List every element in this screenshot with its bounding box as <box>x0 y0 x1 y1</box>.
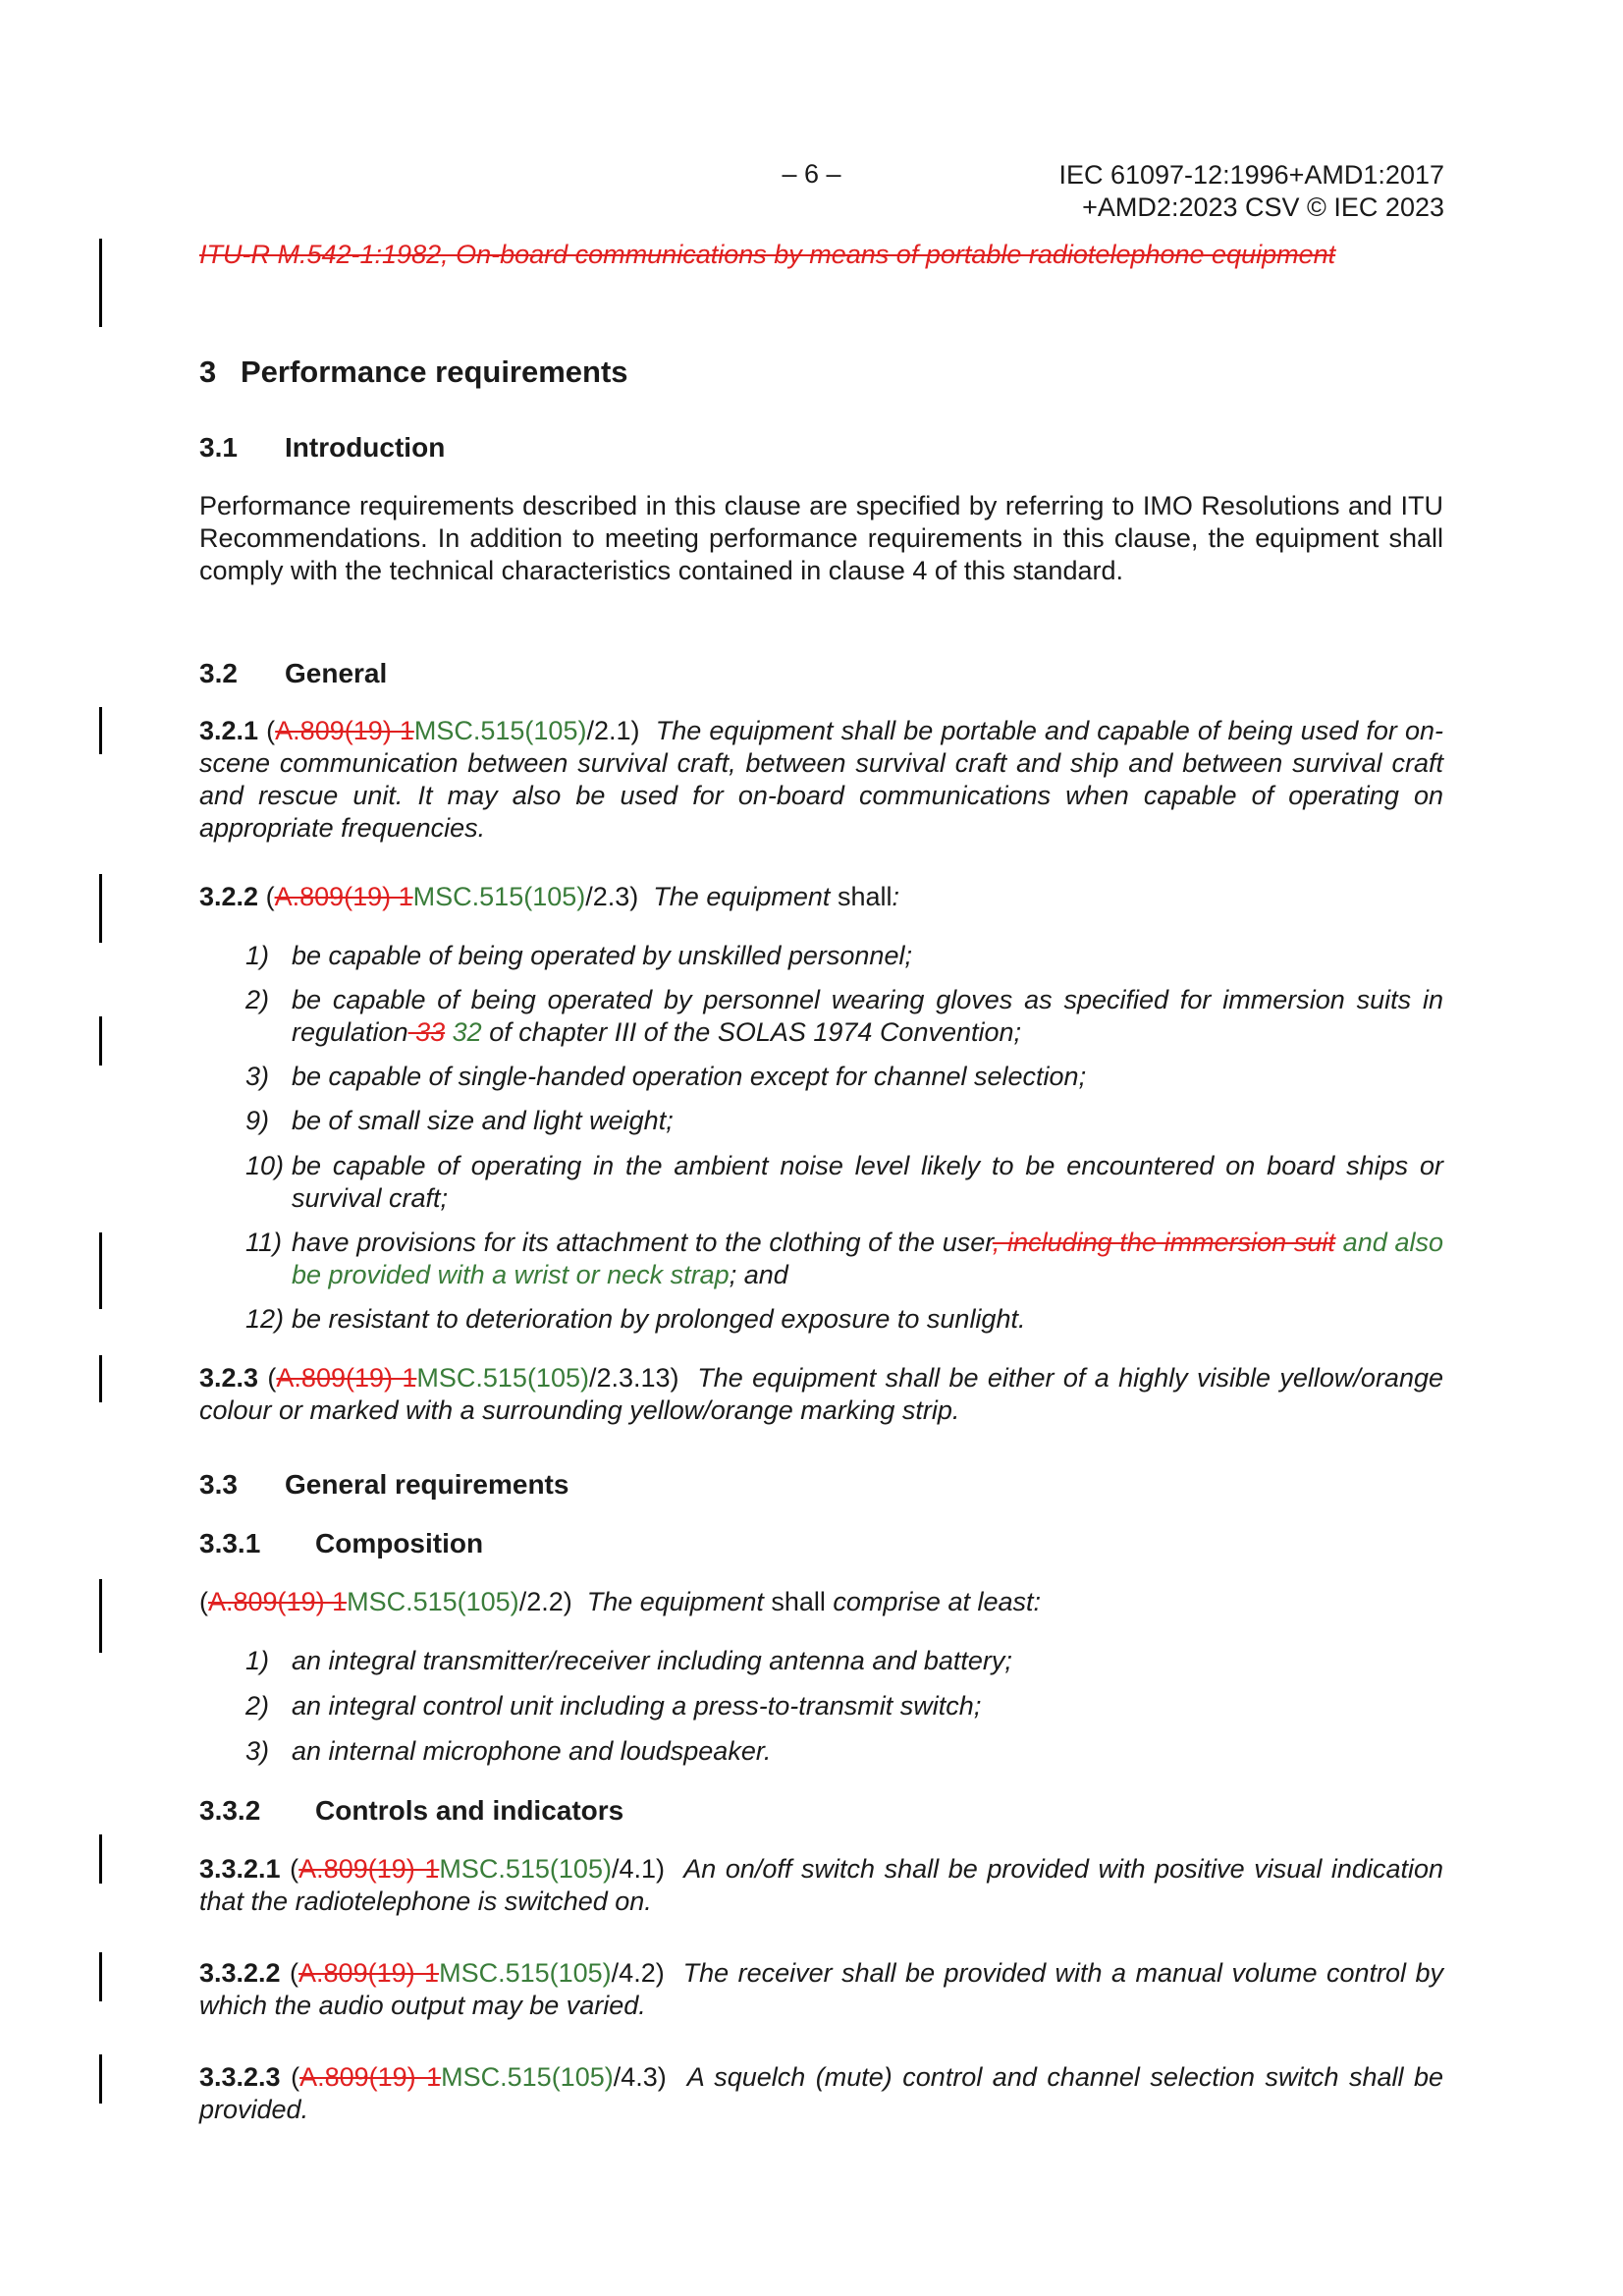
deleted-text: , including the immersion suit <box>992 1228 1335 1257</box>
list-item <box>245 1303 1443 1336</box>
change-bar <box>99 1232 102 1309</box>
clause-3-3-2-2: 3.3.2.2 (A.809(19) 1MSC.515(105)/4.2) The receiver shall be provided with a manual volume control by which the audio output may be varied. <box>199 1958 1443 2020</box>
clause-number: 3.3.2.1 <box>199 1854 281 1884</box>
section-number: 3.2 <box>199 658 238 688</box>
reference-suffix: /2.3) <box>585 882 639 911</box>
list-item-text: be capable of being operated by personnel wearing gloves as specified for immersion suits in regulation <box>292 985 1443 1047</box>
list-item-text: be of small size and light weight; <box>292 1106 674 1135</box>
change-bar <box>99 1016 102 1066</box>
list-item-text: have provisions for its attachment to the clothing of the user <box>292 1228 993 1257</box>
list-item-number: 2) <box>245 985 270 1014</box>
list-item <box>245 1061 1443 1093</box>
page-number: – 6 – <box>782 159 841 189</box>
clause-text-end: comprise at least: <box>833 1587 1042 1616</box>
inserted-reference: MSC.515(105) <box>439 1854 612 1884</box>
change-bar <box>99 239 102 327</box>
list-item-number: 3) <box>245 1736 270 1766</box>
inserted-reference: MSC.515(105) <box>441 2062 614 2092</box>
clause-3-3-2-1: 3.3.2.1 (A.809(19) 1MSC.515(105)/4.1) An on/off switch shall be provided with positive visual indication that the radiotelephone is switched on. <box>199 1854 1443 1916</box>
list-item-number: 12) <box>245 1304 285 1334</box>
section-heading-3-1 <box>199 431 1443 464</box>
deleted-reference: A.809(19) 1 <box>299 2062 442 2092</box>
list-item-number: 10) <box>245 1151 285 1180</box>
clause-text: The equipment shall be either of a highly visible yellow/orange colour or marked with a surrounding yellow/orange marking strip. <box>199 1363 1443 1425</box>
list-item-text: an integral control unit including a press-to-transmit switch; <box>292 1691 982 1721</box>
change-bar <box>99 1579 102 1653</box>
document-id <box>1058 159 1444 224</box>
clause-text-shall: shall <box>837 882 893 911</box>
clause-text-shall: shall <box>771 1587 826 1616</box>
document-id-line1: IEC 61097-12:1996+AMD1:2017 <box>1058 160 1444 190</box>
section-title: Controls and indicators <box>315 1795 624 1826</box>
section-number: 3.3.2 <box>199 1795 261 1826</box>
list-item-number: 1) <box>245 941 270 970</box>
list-item <box>245 1150 1443 1215</box>
clause-number: 3.2.3 <box>199 1363 259 1393</box>
inserted-reference: MSC.515(105) <box>416 1363 589 1393</box>
section-title: General <box>285 658 388 688</box>
reference-suffix: /4.3) <box>613 2062 667 2092</box>
list-item-text: be resistant to deterioration by prolonged exposure to sunlight. <box>292 1304 1026 1334</box>
list-item-text: be capable of operating in the ambient noise level likely to be encountered on board ships or survival craft; <box>292 1151 1443 1213</box>
list-item-number: 2) <box>245 1691 270 1721</box>
list-item-text: an integral transmitter/receiver including antenna and battery; <box>292 1646 1012 1675</box>
clause-text: The equipment <box>653 882 831 911</box>
clause-3-2-1: 3.2.1 (A.809(19) 1MSC.515(105)/2.1) The equipment shall be portable and capable of being used for on-scene communication between survival craft, between survival craft and ship and between survival craft and rescue unit. It may also be used for on-board communications when capable of operating on appropriate frequencies. <box>199 716 1443 843</box>
clause-text: An on/off switch shall be provided with positive visual indication that the radiotelephone is switched on. <box>199 1854 1443 1916</box>
inserted-reference: MSC.515(105) <box>412 882 586 911</box>
document-id-line2: +AMD2:2023 CSV © IEC 2023 <box>1082 192 1444 222</box>
clause-text: The receiver shall be provided with a manual volume control by which the audio output may be varied. <box>199 1958 1443 2020</box>
deleted-normative-reference: ITU-R M.542-1:1982, On-board communications by means of portable radiotelephone equipment <box>199 240 1336 269</box>
change-bar <box>99 1355 102 1402</box>
deleted-reference: A.809(19) 1 <box>275 716 414 745</box>
list-item <box>245 1105 1443 1137</box>
clause-3-2-2: 3.2.2 (A.809(19) 1MSC.515(105)/2.3) The equipment shall: <box>199 882 899 911</box>
section-number: 3.3.1 <box>199 1528 261 1558</box>
reference-suffix: /4.2) <box>611 1958 665 1988</box>
list-item-text: be capable of being operated by unskilled personnel; <box>292 941 912 970</box>
reference-suffix: /2.3.13) <box>588 1363 679 1393</box>
reference-suffix: /2.1) <box>586 716 640 745</box>
inserted-text: and also be provided with a wrist or neck strap <box>292 1228 1443 1289</box>
reference-suffix: /2.2) <box>518 1587 572 1616</box>
list-item <box>245 1645 1443 1677</box>
list-item-text: be capable of single-handed operation except for channel selection; <box>292 1062 1087 1091</box>
section-number: 3.3 <box>199 1469 238 1500</box>
list-item-text-end: of chapter III of the SOLAS 1974 Convention; <box>481 1017 1022 1047</box>
list-item <box>245 1227 1443 1291</box>
reference-suffix: /4.1) <box>611 1854 665 1884</box>
section-title: General requirements <box>285 1469 569 1500</box>
section-heading-3-3 <box>199 1468 1443 1501</box>
change-bar <box>99 707 102 754</box>
clause-3-2-3: 3.2.3 (A.809(19) 1MSC.515(105)/2.3.13) The equipment shall be either of a highly visible yellow/orange colour or marked with a surrounding yellow/orange marking strip. <box>199 1363 1443 1425</box>
clause-number: 3.2.1 <box>199 716 259 745</box>
section-heading-3-3-1 <box>199 1527 1443 1559</box>
list-item-number: 3) <box>245 1062 270 1091</box>
clause-number: 3.3.2.2 <box>199 1958 281 1988</box>
change-bar <box>99 2054 102 2104</box>
clause-3-3-2-3: 3.3.2.3 (A.809(19) 1MSC.515(105)/4.3) A squelch (mute) control and channel selection switch shall be provided. <box>199 2062 1443 2124</box>
deleted-text: 33 <box>407 1017 446 1047</box>
intro-paragraph: Performance requirements described in this clause are specified by referring to IMO Resolutions and ITU Recommendations. In addition to meeting performance requirements in this clause, the equipment shall comply with the technical characteristics contained in clause 4 of this standard. <box>199 491 1443 585</box>
section-heading-3 <box>199 355 1443 388</box>
list-item-text-end: ; and <box>729 1260 788 1289</box>
inserted-reference: MSC.515(105) <box>439 1958 612 1988</box>
section-number: 3 <box>199 355 217 389</box>
section-title: Performance requirements <box>241 355 628 389</box>
inserted-reference: MSC.515(105) <box>413 716 587 745</box>
inserted-text: 32 <box>445 1017 482 1047</box>
list-item <box>245 1735 1443 1768</box>
deleted-reference: A.809(19) 1 <box>298 1958 440 1988</box>
section-heading-3-2 <box>199 657 1443 689</box>
deleted-reference: A.809(19) 1 <box>274 882 413 911</box>
clause-number: 3.2.2 <box>199 882 259 911</box>
composition-paragraph: (A.809(19) 1MSC.515(105)/2.2) The equipment shall comprise at least: <box>199 1587 1042 1616</box>
clause-text: The equipment <box>586 1587 764 1616</box>
section-title: Composition <box>315 1528 484 1558</box>
change-bar <box>99 874 102 943</box>
list-item <box>245 940 1443 972</box>
clause-text: A squelch (mute) control and channel selection switch shall be provided. <box>199 2062 1443 2124</box>
list-item <box>245 1690 1443 1722</box>
list-item-number: 9) <box>245 1106 270 1135</box>
deleted-reference: A.809(19) 1 <box>208 1587 348 1616</box>
clause-number: 3.3.2.3 <box>199 2062 281 2092</box>
list-item <box>245 984 1443 1049</box>
section-number: 3.1 <box>199 432 238 463</box>
inserted-reference: MSC.515(105) <box>347 1587 519 1616</box>
section-title: Introduction <box>285 432 446 463</box>
change-bar <box>99 1952 102 2001</box>
list-item-number: 11) <box>245 1228 283 1257</box>
list-item-number: 1) <box>245 1646 270 1675</box>
deleted-reference: A.809(19) 1 <box>298 1854 440 1884</box>
clause-text: The equipment shall be portable and capable of being used for on-scene communication between survival craft, between survival craft and ship and between survival craft and rescue unit. It may also be used for on-board communications when capable of operating on appropriate frequencies. <box>199 716 1443 843</box>
deleted-reference: A.809(19) 1 <box>276 1363 417 1393</box>
list-item-text: an internal microphone and loudspeaker. <box>292 1736 772 1766</box>
clause-text-colon: : <box>892 882 899 911</box>
change-bar <box>99 1834 102 1884</box>
section-heading-3-3-2 <box>199 1794 1443 1827</box>
